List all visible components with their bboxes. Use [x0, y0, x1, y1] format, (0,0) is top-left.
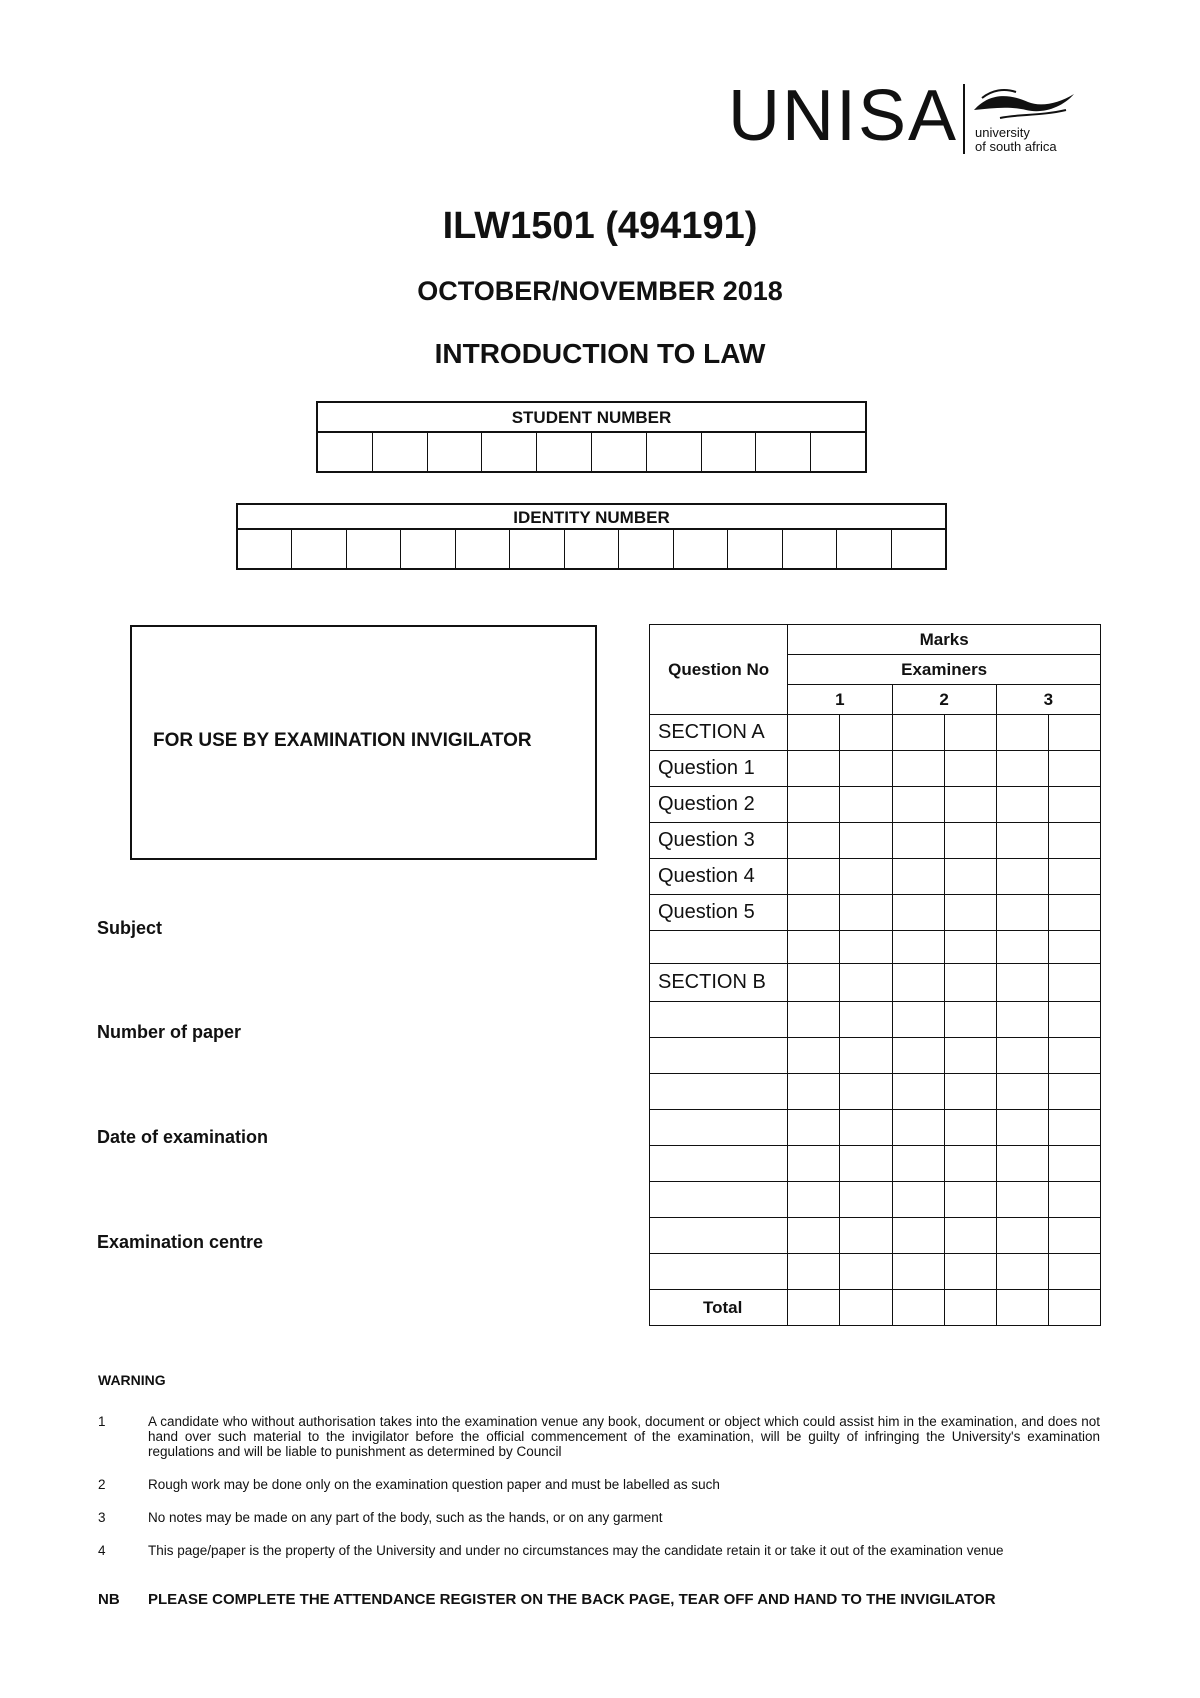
- mark-cell[interactable]: [788, 715, 840, 751]
- mark-cell[interactable]: [996, 1002, 1048, 1038]
- total-mark-cell[interactable]: [840, 1290, 892, 1326]
- total-mark-cell[interactable]: [892, 1290, 944, 1326]
- mark-cell[interactable]: [788, 823, 840, 859]
- student-number-digit-cell[interactable]: [373, 433, 428, 471]
- nb-text: PLEASE COMPLETE THE ATTENDANCE REGISTER ON THE BACK PAGE, TEAR OFF AND HAND TO THE INVIGILATOR: [148, 1591, 996, 1608]
- identity-number-digit-cell[interactable]: [728, 530, 782, 568]
- total-mark-cell[interactable]: [996, 1290, 1048, 1326]
- warning-item-number: 4: [98, 1543, 106, 1558]
- logo-subtitle-line1: university: [975, 125, 1030, 140]
- warning-item-text: Rough work may be done only on the examination question paper and must be labelled as such: [148, 1477, 720, 1492]
- mark-cell[interactable]: [840, 787, 892, 823]
- date-of-examination-label: Date of examination: [97, 1127, 269, 1147]
- mark-cell[interactable]: [996, 895, 1048, 931]
- student-number-digit-cell[interactable]: [811, 433, 865, 471]
- marks-row: [650, 1146, 1101, 1182]
- mark-cell[interactable]: [1048, 787, 1100, 823]
- warning-item-text: This page/paper is the property of the University and under no circumstances may the candidate retain it or take it out of the examination venue: [148, 1543, 1004, 1558]
- mark-cell[interactable]: [996, 751, 1048, 787]
- question-no-header: Question No: [650, 625, 788, 715]
- student-number-digit-cell[interactable]: [592, 433, 647, 471]
- mark-cell[interactable]: [788, 1254, 840, 1290]
- mark-cell[interactable]: [788, 787, 840, 823]
- examiners-header: Examiners: [788, 655, 1101, 685]
- student-number-box: [316, 401, 867, 473]
- mark-cell[interactable]: [1048, 715, 1100, 751]
- mark-cell[interactable]: [996, 823, 1048, 859]
- mark-cell[interactable]: [944, 823, 996, 859]
- mark-cell[interactable]: [840, 931, 892, 964]
- marks-row: [650, 1182, 1101, 1218]
- mark-cell[interactable]: [996, 1182, 1048, 1218]
- mark-cell[interactable]: [840, 1038, 892, 1074]
- mark-cell[interactable]: [840, 823, 892, 859]
- examiner-2-header: 2: [892, 685, 996, 715]
- mark-cell[interactable]: [1048, 931, 1100, 964]
- identity-number-label: IDENTITY NUMBER: [238, 505, 945, 530]
- invigilator-label: FOR USE BY EXAMINATION INVIGILATOR: [153, 730, 532, 751]
- marks-row: [650, 1074, 1101, 1110]
- identity-number-digit-cell[interactable]: [892, 530, 945, 568]
- mark-cell[interactable]: [892, 715, 944, 751]
- warning-item-number: 3: [98, 1510, 106, 1525]
- mark-cell[interactable]: [788, 859, 840, 895]
- question-label: [650, 931, 788, 964]
- mark-cell[interactable]: [944, 1074, 996, 1110]
- mark-cell[interactable]: [1048, 895, 1100, 931]
- student-number-digit-cell[interactable]: [647, 433, 702, 471]
- identity-number-digit-cell[interactable]: [347, 530, 401, 568]
- marks-row: [650, 823, 1101, 859]
- mark-cell[interactable]: [840, 751, 892, 787]
- mark-cell[interactable]: [1048, 1110, 1100, 1146]
- question-label: [650, 1038, 788, 1074]
- unisa-logo-wordmark: UNISA: [728, 76, 959, 156]
- mark-cell[interactable]: [996, 787, 1048, 823]
- warning-item: [98, 1414, 1100, 1462]
- student-number-digit-cell[interactable]: [318, 433, 373, 471]
- number-of-paper-label: Number of paper: [97, 1022, 242, 1042]
- mark-cell[interactable]: [788, 1074, 840, 1110]
- question-label: Question 4: [650, 859, 788, 895]
- mark-cell[interactable]: [944, 1146, 996, 1182]
- examination-centre-label: Examination centre: [97, 1232, 264, 1252]
- question-label: [650, 1146, 788, 1182]
- mark-cell[interactable]: [840, 895, 892, 931]
- marks-row: [650, 895, 1101, 931]
- mark-cell[interactable]: [996, 1146, 1048, 1182]
- question-label: [650, 1002, 788, 1038]
- mark-cell[interactable]: [944, 931, 996, 964]
- question-label: SECTION A: [650, 715, 788, 751]
- mark-cell[interactable]: [944, 1182, 996, 1218]
- mark-cell[interactable]: [892, 1254, 944, 1290]
- warning-item-number: 1: [98, 1414, 106, 1429]
- mark-cell[interactable]: [1048, 1254, 1100, 1290]
- question-label: [650, 1182, 788, 1218]
- mark-cell[interactable]: [840, 964, 892, 1002]
- mark-cell[interactable]: [944, 787, 996, 823]
- warning-heading: WARNING: [98, 1372, 166, 1388]
- mark-cell[interactable]: [788, 895, 840, 931]
- mark-cell[interactable]: [996, 1038, 1048, 1074]
- mark-cell[interactable]: [1048, 964, 1100, 1002]
- mark-cell[interactable]: [944, 751, 996, 787]
- mark-cell[interactable]: [892, 931, 944, 964]
- question-label: Question 3: [650, 823, 788, 859]
- mark-cell[interactable]: [1048, 751, 1100, 787]
- total-label: Total: [650, 1290, 788, 1326]
- identity-number-cells: [238, 530, 945, 568]
- warning-item: [98, 1510, 1100, 1526]
- mark-cell[interactable]: [892, 787, 944, 823]
- question-label: [650, 1218, 788, 1254]
- question-label: [650, 1074, 788, 1110]
- mark-cell[interactable]: [944, 1110, 996, 1146]
- mark-cell[interactable]: [996, 859, 1048, 895]
- mark-cell[interactable]: [892, 1182, 944, 1218]
- student-number-label: STUDENT NUMBER: [318, 403, 865, 433]
- question-label: Question 5: [650, 895, 788, 931]
- student-number-cells: [318, 433, 865, 471]
- mark-cell[interactable]: [944, 964, 996, 1002]
- student-number-digit-cell[interactable]: [537, 433, 592, 471]
- mark-cell[interactable]: [892, 1110, 944, 1146]
- mark-cell[interactable]: [892, 1218, 944, 1254]
- marks-row: [650, 1110, 1101, 1146]
- identity-number-digit-cell[interactable]: [837, 530, 891, 568]
- identity-number-digit-cell[interactable]: [401, 530, 455, 568]
- marks-row: [650, 859, 1101, 895]
- marks-row: [650, 1038, 1101, 1074]
- mark-cell[interactable]: [996, 1074, 1048, 1110]
- unisa-bird-logo-icon: [970, 84, 1080, 124]
- mark-cell[interactable]: [944, 1254, 996, 1290]
- student-number-digit-cell[interactable]: [702, 433, 757, 471]
- mark-cell[interactable]: [788, 1146, 840, 1182]
- marks-row: [650, 715, 1101, 751]
- mark-cell[interactable]: [996, 1218, 1048, 1254]
- mark-cell[interactable]: [788, 1182, 840, 1218]
- mark-cell[interactable]: [1048, 1074, 1100, 1110]
- marks-row: [650, 787, 1101, 823]
- examiner-1-header: 1: [788, 685, 892, 715]
- nb-label: NB: [98, 1591, 120, 1608]
- examiner-3-header: 3: [996, 685, 1100, 715]
- marks-row: [650, 964, 1101, 1002]
- logo-separator: [963, 84, 965, 154]
- mark-cell[interactable]: [788, 931, 840, 964]
- mark-cell[interactable]: [892, 964, 944, 1002]
- mark-cell[interactable]: [892, 823, 944, 859]
- mark-cell[interactable]: [840, 1218, 892, 1254]
- mark-cell[interactable]: [788, 751, 840, 787]
- student-number-digit-cell[interactable]: [482, 433, 537, 471]
- student-number-digit-cell[interactable]: [756, 433, 811, 471]
- mark-cell[interactable]: [944, 895, 996, 931]
- warning-item: [98, 1477, 1100, 1493]
- mark-cell[interactable]: [1048, 1038, 1100, 1074]
- mark-cell[interactable]: [788, 1038, 840, 1074]
- mark-cell[interactable]: [788, 1110, 840, 1146]
- mark-cell[interactable]: [840, 1002, 892, 1038]
- mark-cell[interactable]: [840, 1254, 892, 1290]
- mark-cell[interactable]: [892, 895, 944, 931]
- mark-cell[interactable]: [944, 1002, 996, 1038]
- mark-cell[interactable]: [996, 715, 1048, 751]
- mark-cell[interactable]: [840, 715, 892, 751]
- mark-cell[interactable]: [840, 1074, 892, 1110]
- exam-period: OCTOBER/NOVEMBER 2018: [417, 276, 783, 306]
- mark-cell[interactable]: [996, 931, 1048, 964]
- course-code: ILW1501 (494191): [442, 205, 758, 247]
- identity-number-digit-cell[interactable]: [619, 530, 673, 568]
- identity-number-digit-cell[interactable]: [456, 530, 510, 568]
- identity-number-digit-cell[interactable]: [510, 530, 564, 568]
- logo-subtitle: [975, 126, 1057, 154]
- mark-cell[interactable]: [944, 1218, 996, 1254]
- total-row: [650, 1290, 1101, 1326]
- mark-cell[interactable]: [1048, 859, 1100, 895]
- marks-header: Marks: [788, 625, 1101, 655]
- identity-number-box: [236, 503, 947, 570]
- identity-number-digit-cell[interactable]: [292, 530, 346, 568]
- identity-number-digit-cell[interactable]: [565, 530, 619, 568]
- marks-row: [650, 1254, 1101, 1290]
- mark-cell[interactable]: [1048, 1002, 1100, 1038]
- warning-item-text: A candidate who without authorisation takes into the examination venue any book, document or object which could assist him in the examination, and does not hand over such material to the invigilator before the official commencement of the examination, will be guilty of infringing the University's examination regulations and will be liable to punishment as determined by Council: [148, 1414, 1100, 1459]
- mark-cell[interactable]: [788, 964, 840, 1002]
- mark-cell[interactable]: [892, 751, 944, 787]
- mark-cell[interactable]: [944, 1038, 996, 1074]
- mark-cell[interactable]: [1048, 1146, 1100, 1182]
- warning-item-number: 2: [98, 1477, 106, 1492]
- total-mark-cell[interactable]: [1048, 1290, 1100, 1326]
- identity-number-digit-cell[interactable]: [238, 530, 292, 568]
- marks-row: [650, 751, 1101, 787]
- warning-item-text: No notes may be made on any part of the body, such as the hands, or on any garment: [148, 1510, 663, 1525]
- question-label: SECTION B: [650, 964, 788, 1002]
- marks-table: [649, 624, 1101, 1326]
- mark-cell[interactable]: [788, 1002, 840, 1038]
- marks-row: [650, 1218, 1101, 1254]
- mark-cell[interactable]: [892, 1074, 944, 1110]
- mark-cell[interactable]: [840, 1110, 892, 1146]
- mark-cell[interactable]: [944, 859, 996, 895]
- question-label: [650, 1254, 788, 1290]
- total-mark-cell[interactable]: [944, 1290, 996, 1326]
- mark-cell[interactable]: [1048, 1218, 1100, 1254]
- subject-label: Subject: [97, 918, 163, 938]
- logo-subtitle-line2: of south africa: [975, 139, 1057, 154]
- mark-cell[interactable]: [892, 1038, 944, 1074]
- mark-cell[interactable]: [840, 859, 892, 895]
- question-label: Question 2: [650, 787, 788, 823]
- mark-cell[interactable]: [840, 1146, 892, 1182]
- mark-cell[interactable]: [996, 1254, 1048, 1290]
- marks-header-row: [650, 625, 1101, 655]
- mark-cell[interactable]: [892, 1146, 944, 1182]
- course-title: INTRODUCTION TO LAW: [434, 338, 766, 369]
- mark-cell[interactable]: [1048, 1182, 1100, 1218]
- identity-number-digit-cell[interactable]: [783, 530, 837, 568]
- student-number-digit-cell[interactable]: [428, 433, 483, 471]
- mark-cell[interactable]: [944, 715, 996, 751]
- mark-cell[interactable]: [788, 1218, 840, 1254]
- mark-cell[interactable]: [1048, 823, 1100, 859]
- marks-row: [650, 1002, 1101, 1038]
- mark-cell[interactable]: [840, 1182, 892, 1218]
- mark-cell[interactable]: [892, 859, 944, 895]
- mark-cell[interactable]: [996, 964, 1048, 1002]
- mark-cell[interactable]: [892, 1002, 944, 1038]
- total-mark-cell[interactable]: [788, 1290, 840, 1326]
- question-label: Question 1: [650, 751, 788, 787]
- mark-cell[interactable]: [996, 1110, 1048, 1146]
- marks-row: [650, 931, 1101, 964]
- identity-number-digit-cell[interactable]: [674, 530, 728, 568]
- question-label: [650, 1110, 788, 1146]
- warning-item: [98, 1543, 1100, 1575]
